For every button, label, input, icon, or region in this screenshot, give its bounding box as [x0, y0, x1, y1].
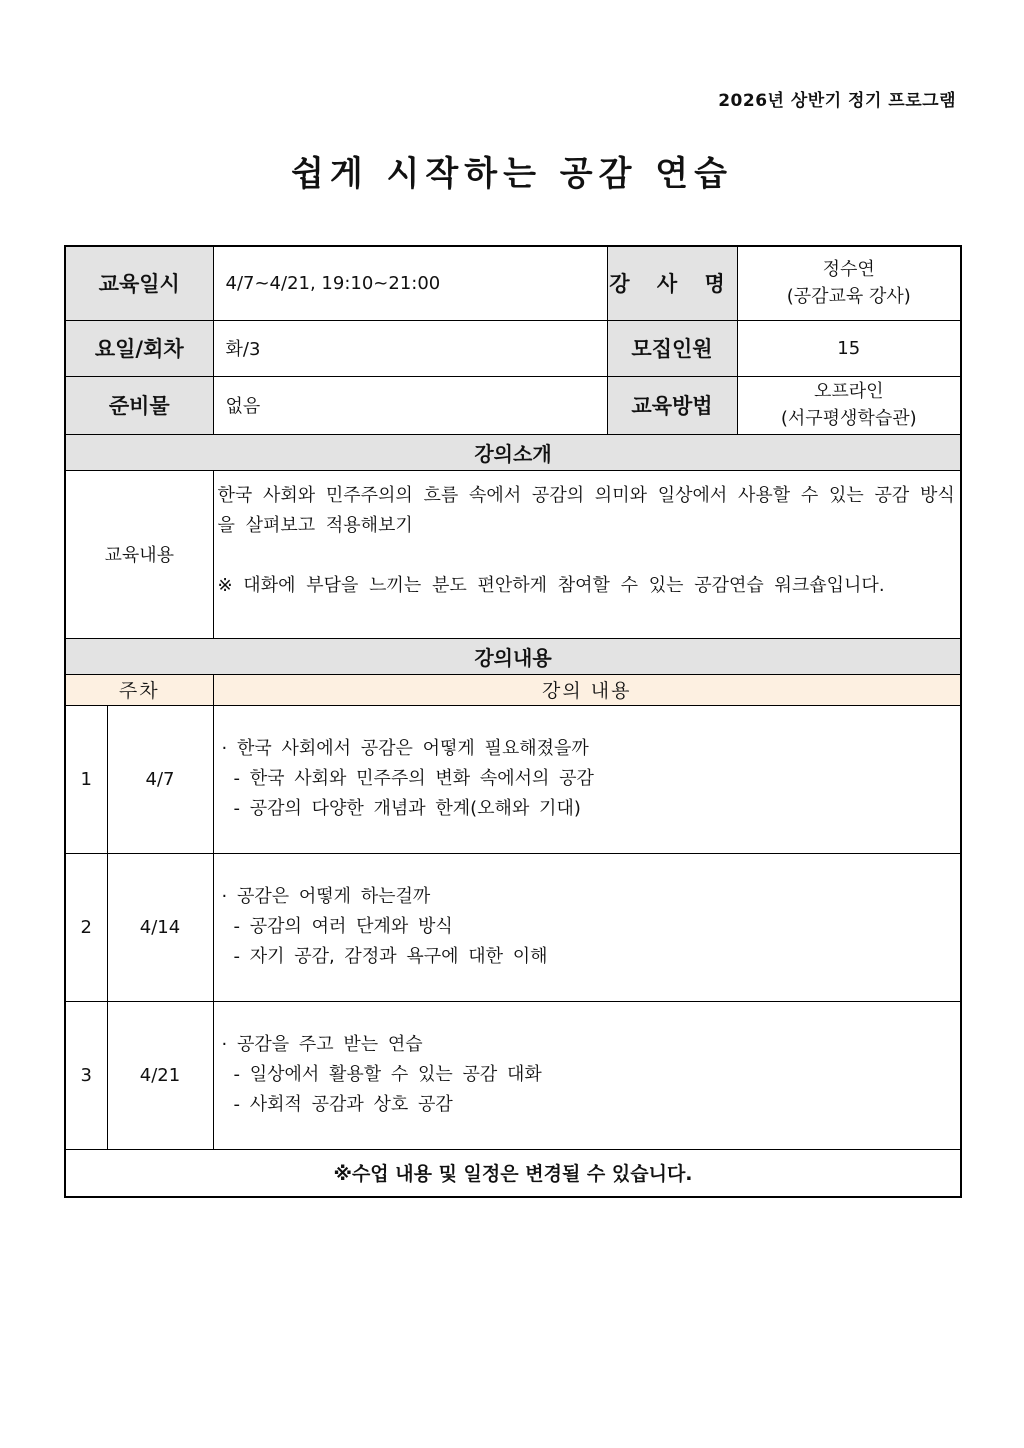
col-week-header: 주차	[65, 674, 213, 705]
intro-text-cell	[213, 470, 961, 638]
week-date: 4/14	[107, 853, 213, 1001]
instructor-role: (공감교육 강사)	[786, 286, 911, 308]
week-row	[65, 1001, 961, 1149]
week-content	[213, 853, 961, 1001]
instructor-label: 강 사 명	[607, 246, 737, 320]
week-number: 2	[65, 853, 107, 1001]
week-subtopic: - 공감의 다양한 개념과 한계(오해와 기대)	[233, 798, 581, 819]
intro-text-note: ※ 대화에 부담을 느끼는 분도 편안하게 참여할 수 있는 공감연습 워크숍입니다.	[217, 574, 885, 596]
date-value: 4/7~4/21, 19:10~21:00	[213, 246, 607, 320]
capacity-label: 모집인원	[607, 320, 737, 376]
course-info-table	[64, 245, 962, 1198]
week-content	[213, 1001, 961, 1149]
week-date: 4/7	[107, 705, 213, 853]
info-row-days	[65, 320, 961, 376]
week-row	[65, 853, 961, 1001]
intro-row	[65, 470, 961, 638]
capacity-value: 15	[737, 320, 961, 376]
method-place: (서구평생학습관)	[780, 408, 917, 429]
method-cell	[737, 376, 961, 434]
week-content	[213, 705, 961, 853]
curriculum-section-title: 강의내용	[65, 638, 961, 674]
week-subtopic: - 한국 사회와 민주주의 변화 속에서의 공감	[233, 768, 594, 789]
document-title: 쉽게 시작하는 공감 연습	[291, 154, 733, 194]
week-topic: · 공감은 어떻게 하는걸까	[221, 886, 431, 907]
date-label: 교육일시	[65, 246, 213, 320]
week-date: 4/21	[107, 1001, 213, 1149]
program-label: 2026년 상반기 정기 프로그램	[718, 91, 956, 111]
curriculum-section-row	[65, 638, 961, 674]
schedule-change-notice: ※수업 내용 및 일정은 변경될 수 있습니다.	[65, 1149, 961, 1197]
week-topic: · 공감을 주고 받는 연습	[221, 1034, 423, 1055]
materials-label: 준비물	[65, 376, 213, 434]
week-number: 3	[65, 1001, 107, 1149]
instructor-cell	[737, 246, 961, 320]
week-subtopic: - 사회적 공감과 상호 공감	[233, 1094, 453, 1115]
week-subtopic: - 일상에서 활용할 수 있는 공감 대화	[233, 1064, 542, 1085]
method-value: 오프라인	[813, 381, 884, 402]
instructor-name: 정수연	[822, 259, 875, 281]
intro-section-row	[65, 434, 961, 470]
curriculum-header-row	[65, 674, 961, 705]
intro-section-title: 강의소개	[65, 434, 961, 470]
col-content-header: 강의 내용	[213, 674, 961, 705]
info-row-date	[65, 246, 961, 320]
info-row-materials	[65, 376, 961, 434]
method-label: 교육방법	[607, 376, 737, 434]
days-value: 화/3	[213, 320, 607, 376]
week-topic: · 한국 사회에서 공감은 어떻게 필요해졌을까	[221, 738, 589, 759]
week-subtopic: - 자기 공감, 감정과 욕구에 대한 이해	[233, 946, 548, 967]
week-row	[65, 705, 961, 853]
week-subtopic: - 공감의 여러 단계와 방식	[233, 916, 453, 937]
materials-value: 없음	[213, 376, 607, 434]
days-label: 요일/회차	[65, 320, 213, 376]
intro-text-main: 한국 사회와 민주주의의 흐름 속에서 공감의 의미와 일상에서 사용할 수 있는 공감 방식을 살펴보고 적용해보기	[217, 484, 955, 536]
intro-label: 교육내용	[65, 470, 213, 638]
week-number: 1	[65, 705, 107, 853]
notice-row	[65, 1149, 961, 1197]
